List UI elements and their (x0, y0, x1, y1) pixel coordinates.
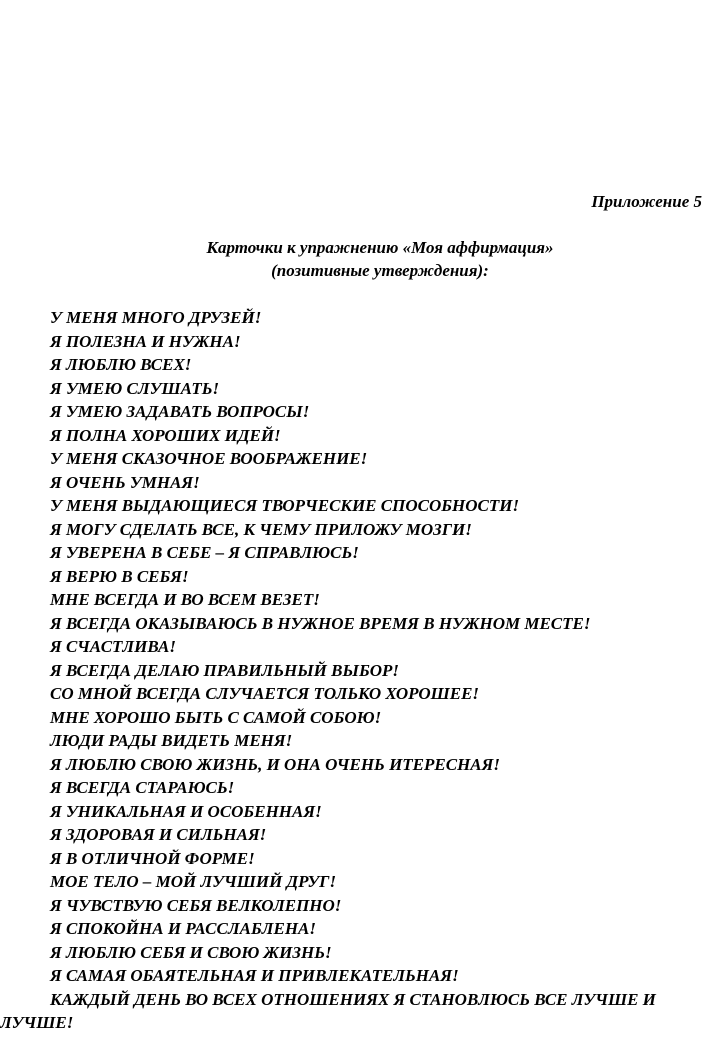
affirmation-item: Я УНИКАЛЬНАЯ И ОСОБЕННАЯ! (50, 801, 322, 821)
affirmation-item: Я ЛЮБЛЮ СВОЮ ЖИЗНЬ, И ОНА ОЧЕНЬ ИТЕРЕСНАЯ! (50, 754, 500, 774)
affirmation-item: Я В ОТЛИЧНОЙ ФОРМЕ! (50, 848, 255, 868)
affirmation-item: Я ВЕРЮ В СЕБЯ! (50, 566, 189, 586)
affirmation-item: Я ЛЮБЛЮ СЕБЯ И СВОЮ ЖИЗНЬ! (50, 942, 332, 962)
affirmation-item: Я ОЧЕНЬ УМНАЯ! (50, 472, 200, 492)
affirmation-item: У МЕНЯ МНОГО ДРУЗЕЙ! (50, 308, 262, 327)
affirmation-item: Я ВСЕГДА СТАРАЮСЬ! (50, 778, 235, 797)
affirmation-item: Я ВСЕГДА ДЕЛАЮ ПРАВИЛЬНЫЙ ВЫБОР! (50, 660, 400, 680)
affirmation-item: МНЕ ВСЕГДА И ВО ВСЕМ ВЕЗЕТ! (50, 590, 320, 609)
affirmation-item: КАЖДЫЙ ДЕНЬ ВО ВСЕХ ОТНОШЕНИЯХ Я СТАНОВЛЮСЬ ВСЕ ЛУЧШЕ И ЛУЧШЕ! (0, 989, 656, 1032)
affirmation-item: У МЕНЯ ВЫДАЮЩИЕСЯ ТВОРЧЕСКИЕ СПОСОБНОСТИ! (50, 496, 520, 515)
affirmation-item: Я УМЕЮ СЛУШАТЬ! (50, 378, 220, 398)
affirmations-list (0, 306, 704, 1035)
affirmation-item: ЛЮДИ РАДЫ ВИДЕТЬ МЕНЯ! (50, 731, 293, 750)
affirmation-item: СО МНОЙ ВСЕГДА СЛУЧАЕТСЯ ТОЛЬКО ХОРОШЕЕ! (50, 684, 480, 703)
affirmation-item: Я ПОЛЕЗНА И НУЖНА! (50, 331, 241, 351)
affirmation-item: Я ПОЛНА ХОРОШИХ ИДЕЙ! (50, 425, 281, 445)
document-title (0, 236, 704, 282)
affirmation-item: Я СЧАСТЛИВА! (50, 637, 176, 656)
title-line-2: (позитивные утверждения): (271, 261, 489, 280)
affirmation-item: Я ЛЮБЛЮ ВСЕХ! (50, 355, 192, 374)
affirmation-item: Я ЗДОРОВАЯ И СИЛЬНАЯ! (50, 825, 267, 844)
affirmation-item: Я МОГУ СДЕЛАТЬ ВСЕ, К ЧЕМУ ПРИЛОЖУ МОЗГИ! (50, 519, 472, 539)
affirmation-item: МНЕ ХОРОШО БЫТЬ С САМОЙ СОБОЮ! (50, 707, 382, 727)
affirmation-item: Я ЧУВСТВУЮ СЕБЯ ВЕЛКОЛЕПНО! (50, 895, 342, 915)
affirmation-item: Я ВСЕГДА ОКАЗЫВАЮСЬ В НУЖНОЕ ВРЕМЯ В НУЖНОМ МЕСТЕ! (50, 613, 591, 633)
affirmation-item: Я УМЕЮ ЗАДАВАТЬ ВОПРОСЫ! (50, 402, 310, 421)
affirmation-item: Я САМАЯ ОБАЯТЕЛЬНАЯ И ПРИВЛЕКАТЕЛЬНАЯ! (50, 966, 459, 985)
affirmation-item: Я СПОКОЙНА И РАССЛАБЛЕНА! (50, 919, 316, 938)
affirmation-item: МОЕ ТЕЛО – МОЙ ЛУЧШИЙ ДРУГ! (50, 872, 337, 891)
appendix-label: Приложение 5 (591, 192, 702, 211)
affirmation-item: Я УВЕРЕНА В СЕБЕ – Я СПРАВЛЮСЬ! (50, 543, 359, 562)
affirmation-item: У МЕНЯ СКАЗОЧНОЕ ВООБРАЖЕНИЕ! (50, 449, 368, 468)
title-line-1: Карточки к упражнению «Моя аффирмация» (206, 238, 554, 257)
